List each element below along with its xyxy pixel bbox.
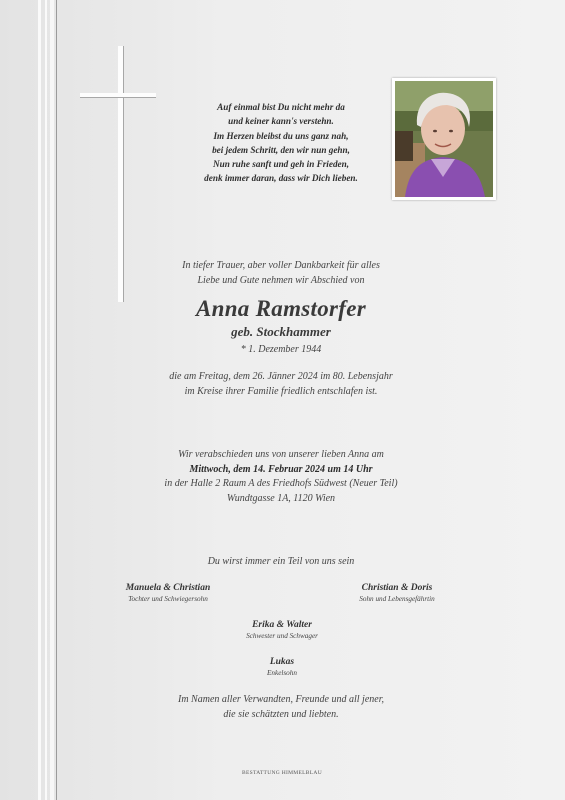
mourner-names: Manuela & Christian (125, 583, 211, 593)
funeral-info (66, 448, 496, 506)
deceased-name: Anna Ramstorfer (195, 296, 366, 321)
funeral-location: in der Halle 2 Raum A des Friedhofs Südwest (Neuer Teil) (164, 478, 398, 489)
mourner-entry (192, 657, 372, 677)
intro-line: Liebe und Gute nehmen wir Abschied von (197, 275, 365, 286)
funeral-date: Mittwoch, dem 14. Februar 2024 um 14 Uhr (189, 463, 373, 475)
mourner-relation: Schwester und Schwager (246, 632, 318, 640)
intro-line: In tiefer Trauer, aber voller Dankbarkeit für alles (182, 260, 380, 271)
poem-line: Im Herzen bleibst du uns ganz nah, (213, 130, 349, 141)
poem-line: Auf einmal bist Du nicht mehr da (217, 102, 345, 112)
mourner-names: Christian & Doris (361, 583, 433, 593)
birth-date: * 1. Dezember 1944 (240, 344, 322, 355)
decorative-stripe (45, 0, 47, 800)
funeral-line: Wir verabschieden uns von unserer lieben Anna am (178, 449, 384, 460)
mourner-relation: Enkelsohn (267, 669, 297, 677)
portrait-image (395, 81, 493, 197)
poem-line: Nun ruhe sanft und geh in Frieden, (212, 159, 350, 170)
mourner-entry (307, 583, 487, 603)
death-notice (66, 370, 496, 399)
funeral-address: Wundtgasse 1A, 1120 Wien (226, 492, 336, 504)
closing-line: Im Namen aller Verwandten, Freunde und all jener, (178, 694, 384, 705)
poem-line: bei jedem Schritt, den wir nun gehn, (212, 144, 350, 155)
mourner-entry (78, 583, 258, 603)
decorative-stripe (38, 0, 41, 800)
mourner-relation: Sohn und Lebensgefährtin (359, 595, 435, 603)
mourner-names: Lukas (269, 657, 295, 667)
death-line: im Kreise ihrer Familie friedlich entschlafen ist. (184, 385, 378, 397)
portrait-photo (392, 78, 496, 200)
mourner-entry (192, 620, 372, 640)
decorative-stripe (56, 0, 57, 800)
funeral-home-footer: BESTATTUNG HIMMELBLAU (242, 770, 322, 776)
poem-line: denk immer daran, dass wir Dich lieben. (204, 173, 358, 184)
poem-line: und keiner kann's verstehn. (228, 116, 334, 127)
death-line: die am Freitag, dem 26. Jänner 2024 im 80. Lebensjahr (169, 371, 393, 382)
maiden-name: geb. Stockhammer (231, 324, 331, 339)
closing-line: die sie schätzten und liebten. (223, 709, 339, 720)
closing-text (66, 692, 496, 722)
intro-text (66, 258, 496, 288)
poem (176, 100, 386, 186)
mourner-names: Erika & Walter (252, 620, 312, 630)
mourner-relation: Tochter und Schwiegersohn (128, 595, 208, 603)
forever-text: Du wirst immer ein Teil von uns sein (207, 556, 355, 567)
decorative-stripe (50, 0, 54, 800)
